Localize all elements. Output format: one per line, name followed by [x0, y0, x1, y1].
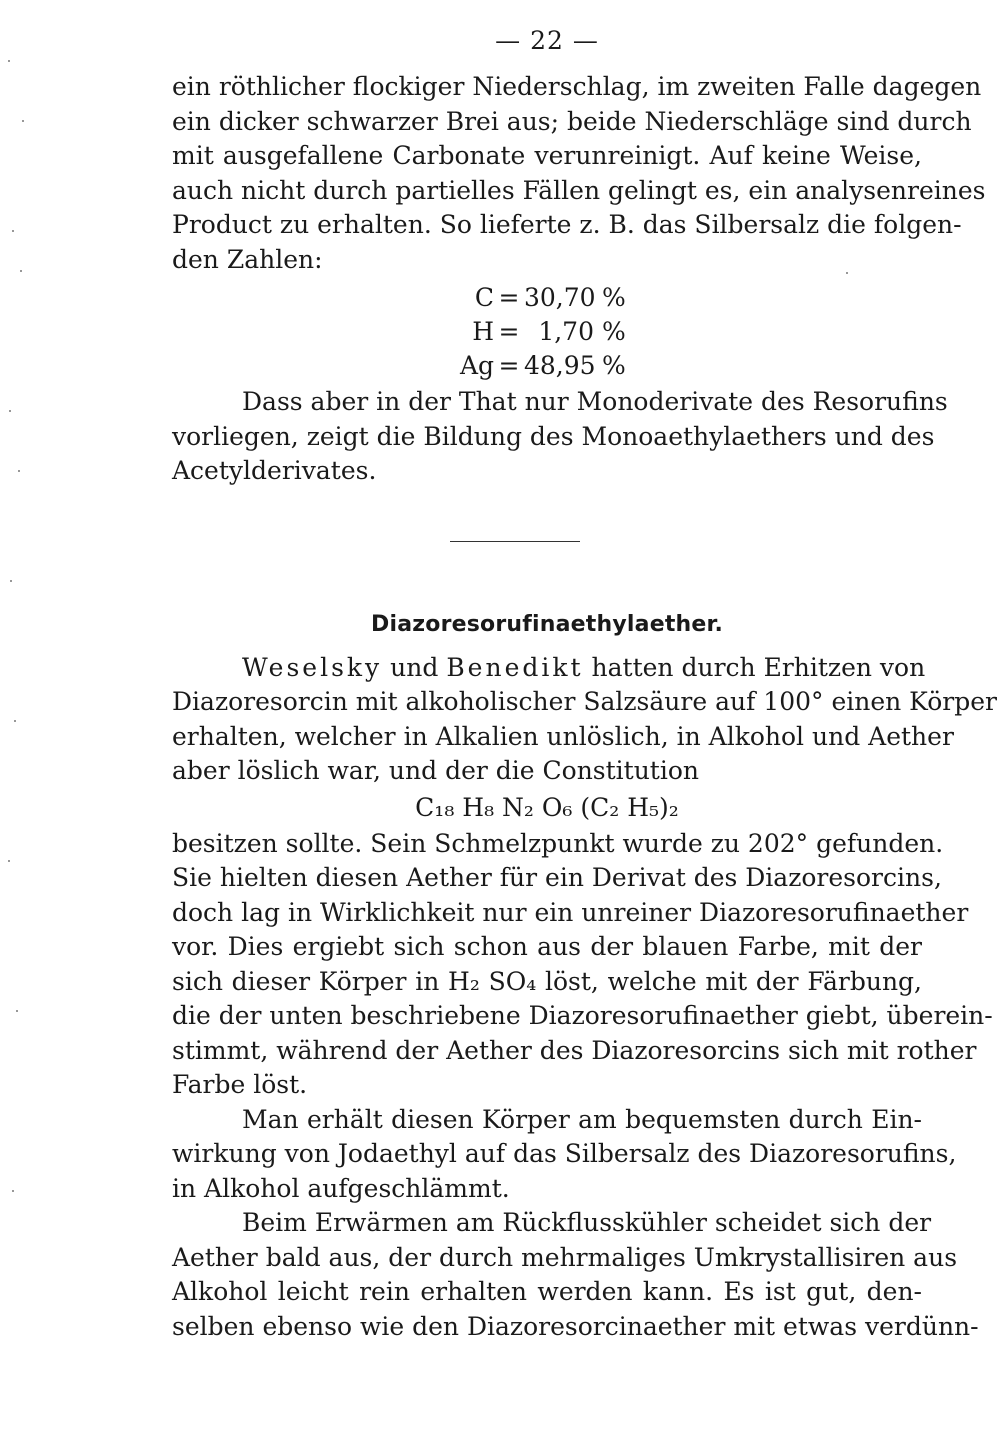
percent-unit: %: [602, 351, 626, 380]
text-line: Farbe löst.: [172, 1070, 308, 1099]
scan-speck: [8, 860, 10, 862]
text-line: Product zu erhalten. So lieferte z. B. das Silbersalz die folgen-: [172, 210, 962, 239]
element-symbol: C: [474, 283, 494, 312]
constitution-formula: C₁₈ H₈ N₂ O₆ (C₂ H₅)₂: [415, 792, 679, 822]
element-symbol: Ag: [459, 351, 494, 380]
paragraph-6: [172, 1206, 979, 1344]
scan-speck: [18, 470, 20, 472]
text-line: selben ebenso wie den Diazoresorcinaether mit etwas verdünn-: [172, 1311, 979, 1341]
text-line: Dass aber in der That nur Monoderivate des Resorufins: [242, 387, 948, 416]
percent-unit: %: [602, 283, 626, 312]
text-line: wirkung von Jodaethyl auf das Silbersalz des Diazoresorufins,: [172, 1139, 957, 1168]
text-line: ein röthlicher flockiger Niederschlag, im zweiten Falle dagegen: [172, 72, 982, 101]
paragraph-2: [172, 385, 948, 489]
analysis-row-silver: [442, 349, 922, 383]
text-fragment: hatten durch Erhitzen von: [591, 652, 926, 682]
percent-unit: %: [602, 317, 626, 346]
scan-speck: [10, 580, 12, 582]
analysis-results: [442, 281, 922, 383]
scan-speck: [20, 270, 22, 272]
scan-speck: [12, 230, 14, 232]
analysis-row-hydrogen: [442, 315, 922, 349]
text-line: Diazoresorcin mit alkoholischer Salzsäure auf 100° einen Körper: [172, 687, 997, 716]
document-page: [172, 26, 997, 1344]
text-line: besitzen sollte. Sein Schmelzpunkt wurde zu 202° gefunden.: [172, 828, 944, 858]
scan-speck: [12, 1190, 14, 1192]
page-number: — 22 —: [495, 26, 599, 55]
scan-speck: [16, 1010, 18, 1012]
paragraph-3: [172, 651, 997, 789]
text-line: den Zahlen:: [172, 244, 323, 274]
scan-speck: [846, 272, 848, 274]
text-line: Aether bald aus, der durch mehrmaliges Umkrystallisiren aus: [172, 1242, 958, 1272]
percentage-value: 30,70: [524, 283, 596, 312]
author-name: Weselsky: [242, 652, 383, 682]
section-heading: Diazoresorufinaethylaether.: [371, 611, 723, 637]
paragraph-4: [172, 827, 993, 1103]
percentage-value: 1,70: [538, 317, 594, 346]
equals-sign: =: [498, 351, 520, 380]
text-line: erhalten, welcher in Alkalien unlöslich, in Alkohol und Aether: [172, 721, 954, 751]
scan-speck: [22, 120, 24, 122]
text-line: aber löslich war, und der die Constitution: [172, 756, 700, 785]
text-line: auch nicht durch partielles Fällen gelingt es, ein analysenreines: [172, 175, 986, 205]
text-line: die der unten beschriebene Diazoresorufinaether giebt, überein-: [172, 1001, 993, 1030]
text-line: in Alkohol aufgeschlämmt.: [172, 1173, 510, 1203]
author-name: Benedikt: [446, 652, 584, 682]
conjunction: und: [390, 652, 439, 682]
scan-speck: [8, 60, 10, 62]
equals-sign: =: [498, 317, 520, 346]
equals-sign: =: [498, 283, 520, 312]
text-line: Acetylderivates.: [172, 456, 377, 485]
paragraph-5: [172, 1103, 957, 1207]
text-line: ein dicker schwarzer Brei aus; beide Niederschläge sind durch: [172, 106, 972, 136]
text-line: vor. Dies ergiebt sich schon aus der blauen Farbe, mit der: [172, 932, 922, 961]
percentage-value: 48,95: [524, 351, 596, 380]
text-line: Alkohol leicht rein erhalten werden kann. Es ist gut, den-: [172, 1277, 922, 1306]
section-divider: [450, 541, 580, 542]
text-line: [172, 651, 926, 686]
text-line: vorliegen, zeigt die Bildung des Monoaethylaethers und des: [172, 421, 935, 451]
paragraph-1: [172, 70, 986, 277]
text-line: Beim Erwärmen am Rückflusskühler scheidet sich der: [242, 1208, 932, 1237]
analysis-row-carbon: [442, 281, 922, 315]
text-line: mit ausgefallene Carbonate verunreinigt. Auf keine Weise,: [172, 141, 922, 170]
text-line: Man erhält diesen Körper am bequemsten durch Ein-: [242, 1104, 922, 1134]
text-line: sich dieser Körper in H₂ SO₄ löst, welche mit der Färbung,: [172, 966, 922, 996]
text-line: doch lag in Wirklichkeit nur ein unreiner Diazoresorufinaether: [172, 897, 969, 927]
scan-speck: [9, 410, 11, 412]
element-symbol: H: [472, 317, 494, 346]
text-line: Sie hielten diesen Aether für ein Derivat des Diazoresorcins,: [172, 863, 942, 892]
scan-speck: [14, 720, 16, 722]
text-line: stimmt, während der Aether des Diazoresorcins sich mit rother: [172, 1035, 977, 1065]
